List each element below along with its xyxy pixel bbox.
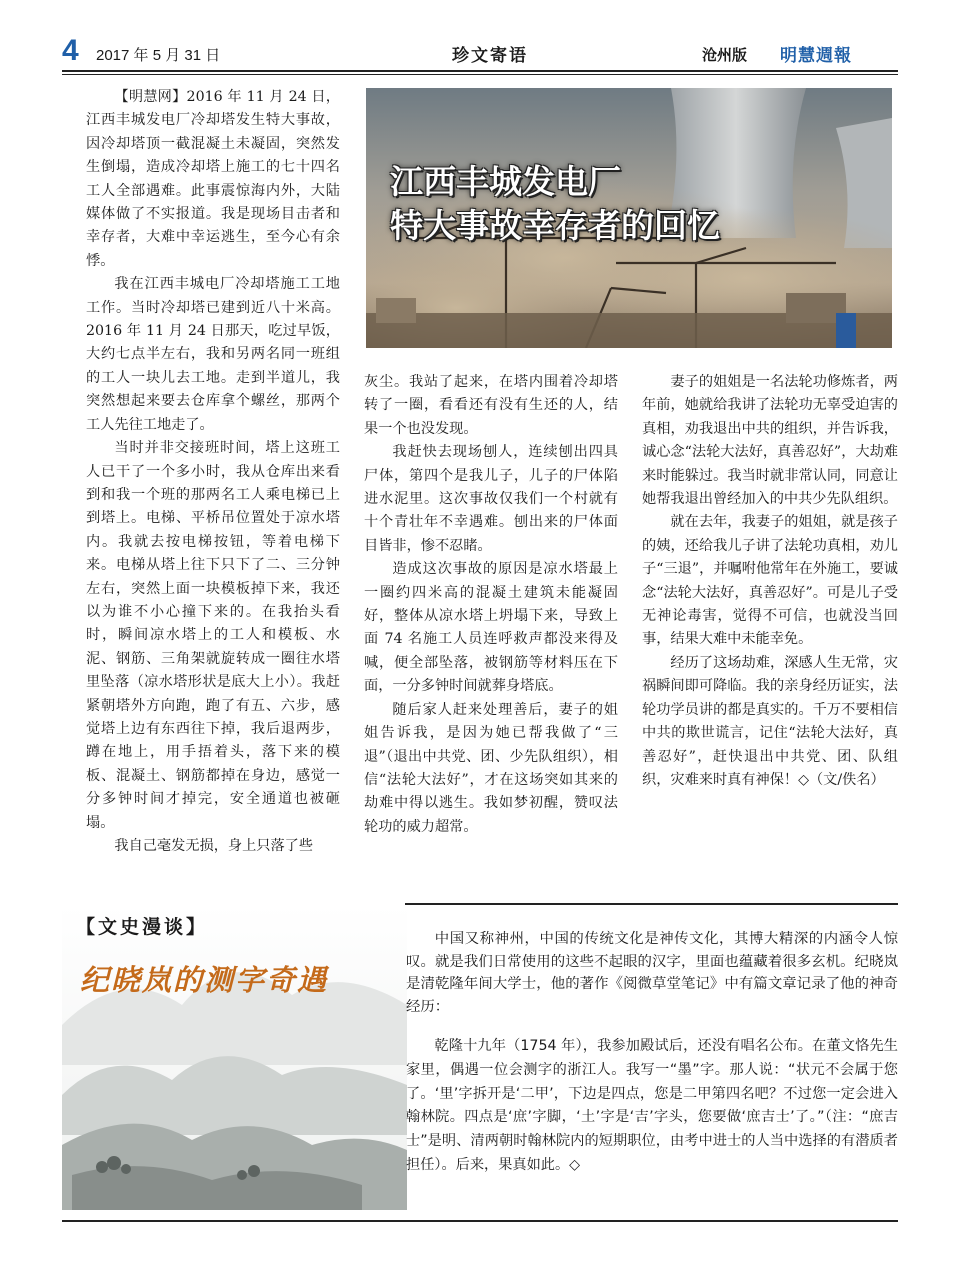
article-column-1 <box>86 86 340 858</box>
footer-rule <box>62 1220 898 1222</box>
article-title-line1: 江西丰城发电厂 <box>390 162 621 201</box>
article-hero-image <box>366 88 892 348</box>
article-paragraph: 【明慧网】2016 年 11 月 24 日，江西丰城发电厂冷却塔发生特大事故，因冷却塔顶一截混凝土未凝固，突然发生倒塌，造成冷却塔上施工的七十四名工人全部遇难。此事震惊海内外，大陆媒体做了不实报道。我是现场目击者和幸存者，大难中幸运逃生，至今心有余悸。 <box>86 89 340 269</box>
ink-landscape-illustration <box>62 905 407 1210</box>
article-paragraph: 妻子的姐姐是一名法轮功修炼者，两年前，她就给我讲了法轮功无辜受迫害的真相，劝我退出中共的组织，并告诉我，诚心念“法轮大法好，真善忍好”，大劫难来时能躲过。我当时就非常认同，同意让她帮我退出曾经加入的中共少先队组织。 <box>642 374 898 508</box>
article-paragraph: 我自己毫发无损，身上只落了些 <box>114 838 314 854</box>
story-intro-paragraph: 中国又称神州，中国的传统文化是神传文化，其博大精深的内涵令人惊叹。就是我们日常使用的这些不起眼的汉字，里面也蕴藏着很多玄机。纪晓岚是清乾隆年间大学士，他的著作《阅微草堂笔记》中有篇文章记录了他的神奇经历： <box>406 931 898 1015</box>
article-paragraph: 灰尘。我站了起来，在塔内围着冷却塔转了一圈，看看还有没有生还的人，结果一个也没发现。 <box>364 374 618 437</box>
column-tag: 【文史漫谈】 <box>76 916 209 938</box>
article-paragraph: 就在去年，我妻子的姐姐，就是孩子的姨，还给我儿子讲了法轮功真相，劝儿子“三退”，并嘱咐他常年在外施工，要诚念“法轮大法好，真善忍好”。可是儿子受无神论毒害，觉得不可信，也就没当回事，结果大难中未能幸免。 <box>642 514 898 648</box>
page-header <box>62 34 902 68</box>
header-rule <box>62 70 898 72</box>
article-column-3 <box>642 371 898 792</box>
header-rule-thin <box>62 74 898 75</box>
edition-label: 沧州版 <box>702 46 748 64</box>
article-paragraph: 当时并非交接班时间，塔上这班工人已干了一个多小时，我从仓库出来看到和我一个班的那两名工人乘电梯已上到塔上。电梯、平桥吊位置处于凉水塔内。我就去按电梯按钮，等着电梯下来。电梯从塔上往下只下了二、三分钟左右，突然上面一块模板掉下来，我还以为谁不小心撞下来的。在我抬头看时，瞬间凉水塔上的工人和模板、水泥、钢筋、三角架就旋转成一圈往水塔里坠落（凉水塔形状是底大上小）。我赶紧朝塔外方向跑，跑了有五、六步，感觉塔上边有东西往下掉，我后退两步，蹲在地上，用手捂着头，落下来的模板、混凝土、钢筋都掉在身边，感觉一分多钟时间才掉完，安全通道也被砸塌。 <box>86 440 340 831</box>
article-title-line2: 特大事故幸存者的回忆 <box>390 206 720 245</box>
story-intro <box>406 928 898 1018</box>
issue-date: 2017 年 5 月 31 日 <box>96 47 221 64</box>
article-paragraph: 经历了这场劫难，深感人生无常，灾祸瞬间即可降临。我的亲身经历证实，法轮功学员讲的都是真实的。千万不要相信中共的欺世谎言，记住“法轮大法好，真善忍好”，赶快退出中共党、团、队组织，灾难来时真有神保！◇（文/佚名） <box>642 654 898 788</box>
article-paragraph: 随后家人赶来处理善后，妻子的姐姐告诉我，是因为她已帮我做了“三退”（退出中共党、团、少先队组织），相信“法轮大法好”，才在这场突如其来的劫难中得以逃生。我如梦初醒，赞叹法轮功的威力超常。 <box>364 701 618 835</box>
article-paragraph: 我赶快去现场刨人，连续刨出四具尸体，第四个是我儿子，儿子的尸体陷进水泥里。这次事故仅我们一个村就有十个青壮年不幸遇难。刨出来的尸体面目皆非，惨不忍睹。 <box>364 444 618 554</box>
article-column-2 <box>364 371 618 839</box>
page-number: 4 <box>62 34 79 67</box>
story-quote-paragraph: 乾隆十九年（1754 年），我参加殿试后，还没有唱名公布。在董文恪先生家里，偶遇一位会测字的浙江人。我写一“墨”字。那人说：“状元不会属于您了。‘里’字拆开是‘二甲’，下边是四点，您是二甲第四名吧？不过您一定会进入翰林院。四点是‘庶’字脚，‘土’字是‘吉’字头，您要做‘庶吉士’了。”（注：“庶吉士”是明、清两朝时翰林院内的短期职位，由考中进士的人当中选择的有潜质者担任）。后来，果真如此。◇ <box>406 1038 898 1173</box>
story-quote <box>406 1035 898 1178</box>
article-paragraph: 我在江西丰城电厂冷却塔施工工地工作。当时冷却塔已建到近八十米高。2016 年 11 月 24 日那天，吃过早饭，大约七点半左右，我和另两名同一班组的工人一块儿去工地。走到半道儿，我突然想起来要去仓库拿个螺丝，那两个工人先往工地走了。 <box>86 276 340 433</box>
story-title: 纪晓岚的测字奇遇 <box>80 963 329 997</box>
story-top-rule <box>405 903 898 905</box>
article-title <box>390 160 720 248</box>
section-title: 珍文寄语 <box>452 46 528 66</box>
newspaper-name: 明慧週報 <box>780 46 852 66</box>
article-paragraph: 造成这次事故的原因是凉水塔最上一圈约四米高的混凝土建筑未能凝固好，整体从凉水塔上坍塌下来，导致上面 74 名施工人员连呼救声都没来得及喊，便全部坠落，被钢筋等材料压在下面，一分多钟时间就葬身塔底。 <box>364 561 618 695</box>
